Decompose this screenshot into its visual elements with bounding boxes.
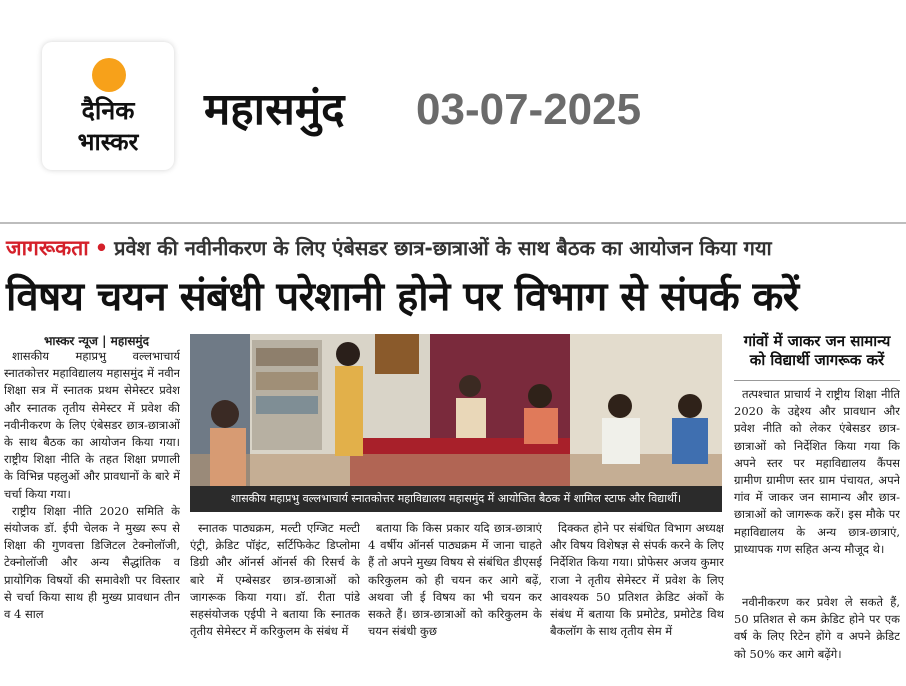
column-1 [4,348,180,680]
kicker-tag: जागरूकता [6,236,89,260]
column-4-text: दिक्कत होने पर संबंधित विभाग अध्यक्ष और विषय विशेषज्ञ से संपर्क करने के लिए निर्देशित किया गया। प्रोफेसर अजय कुमार राजा ने तृतीय सेमेस्टर में प्रवेश के लिए आवश्यक 50 प्रतिशत क्रेडिट अंकों के संबंध में बताया कि प्रमोटेड, प्रमोटेड विथ बैकलॉग के साथ तृतीय सेम में [550,521,724,639]
sidebar-heading: गांवों में जाकर जन सामान्य को विद्यार्थी जागरूक करें [743,332,891,369]
news-photo [190,334,722,486]
dainik-bhaskar-logo [42,42,174,170]
column-2-text: स्नातक पाठ्यक्रम, मल्टी एग्जिट मल्टी एंट्री, क्रेडिट पॉइंट, सर्टिफिकेट डिप्लोमा डिग्री और ऑनर्स ऑनर्स की रिसर्च के बारे में एम्बेसडर छात्र-छात्राओं को जागरूक किया गया। डॉ. रीता पांडे सहसंयोजक एईपी ने बताया कि स्नातक तृतीय सेमेस्टर में करिकुलम के संबंध में [190,521,360,639]
photo-caption: शासकीय महाप्रभु वल्लभाचार्य स्नातकोत्तर महाविद्यालय महासमुंद में आयोजित बैठक में शामिल स्टाफ और विद्यार्थी। [190,486,722,512]
column-5-text: नवीनीकरण कर प्रवेश ले सकते हैं, 50 प्रतिशत से कम क्रेडिट होने पर एक वर्ष के लिए रिटेन होंगे व अपने क्रेडिट को 50% कर आगे बढ़ेंगे। [734,595,900,661]
sidebar-column [734,386,900,584]
headline: विषय चयन संबंधी परेशानी होने पर विभाग से संपर्क करें [6,274,799,320]
sidebar-text: तत्पश्चात प्राचार्य ने राष्ट्रीय शिक्षा नीति 2020 के उद्देश्य और प्रावधान और प्रवेश नीति को लेकर एंबेसडर छात्र-छात्राओं को निर्देशित किया गया कि अपने स्तर पर महाविद्यालय कैंपस ग्रामीण ग्रामीण स्तर ग्राम पंचायत, अपने गांव में जाकर जन सामान्य और छात्र-छात्राओं को जागरूक करें। इस मौके पर महाविद्यालय के अन्य छात्र-छात्राएं, प्राध्यापक गण सहित अन्य मौजूद थे। [734,387,900,556]
header-divider [0,222,906,224]
sidebar-divider [734,380,900,381]
column-3 [368,520,542,680]
kicker-bullet: • [94,236,109,260]
logo-text-line1: दैनिक [81,96,135,125]
column-4 [550,520,724,680]
column-5 [734,594,900,680]
edition-city: महासमुंद [204,84,345,135]
column-1-paragraph-1: शासकीय महाप्रभु वल्लभाचार्य स्नातकोत्तर महाविद्यालय महासमुंद में नवीन शिक्षा सत्र में स्नातक प्रथम सेमेस्टर प्रवेश और स्नातक तृतीय सेमेस्टर में प्रवेश की नवीनीकरण के लिए एंबेसडर छात्र-छात्राओं के साथ बैठक का आयोजन किया गया। राष्ट्रीय शिक्षा नीति के तहत शिक्षा प्रणाली के विभिन्न पहलुओं और प्रावधानों के बारे में चर्चा किया गया। [4,349,180,501]
column-1-paragraph-2: राष्ट्रीय शिक्षा नीति 2020 समिति के संयोजक डॉ. ईपी चेलक ने मुख्य रूप से शिक्षा की गुणवत्ता डिजिटल टेक्नोलॉजी, टेक्नोलॉजी और अन्य सैद्धांतिक व प्रायोगिक विषयों की समावेशी पर विस्तार से चर्चा किया साथ ही मुख्य प्रावधान तीन व 4 साल [4,503,180,622]
column-3-text: बताया कि किस प्रकार यदि छात्र-छात्राएं 4 वर्षीय ऑनर्स पाठ्यक्रम में जाना चाहते हैं तो अपने मुख्य विषय से संबंधित डीएसई करिकुलम को ही चयन कर आगे बढ़ें, अथवा जी ई विषय का भी चयन कर सकते हैं। छात्र-छात्राओं को करिकुलम के चयन संबंधी कुछ [368,521,542,639]
sun-icon [92,58,126,92]
column-2 [190,520,360,680]
masthead [0,0,906,215]
kicker-text: प्रवेश की नवीनीकरण के लिए एंबेसडर छात्र-छात्राओं के साथ बैठक का आयोजन किया गया [114,236,772,260]
byline: भास्कर न्यूज | महासमुंद [44,334,149,348]
meeting-photo-illustration [190,334,722,486]
kicker [6,232,772,264]
edition-date: 03-07-2025 [416,85,642,134]
logo-text-line2: भास्कर [77,128,139,156]
